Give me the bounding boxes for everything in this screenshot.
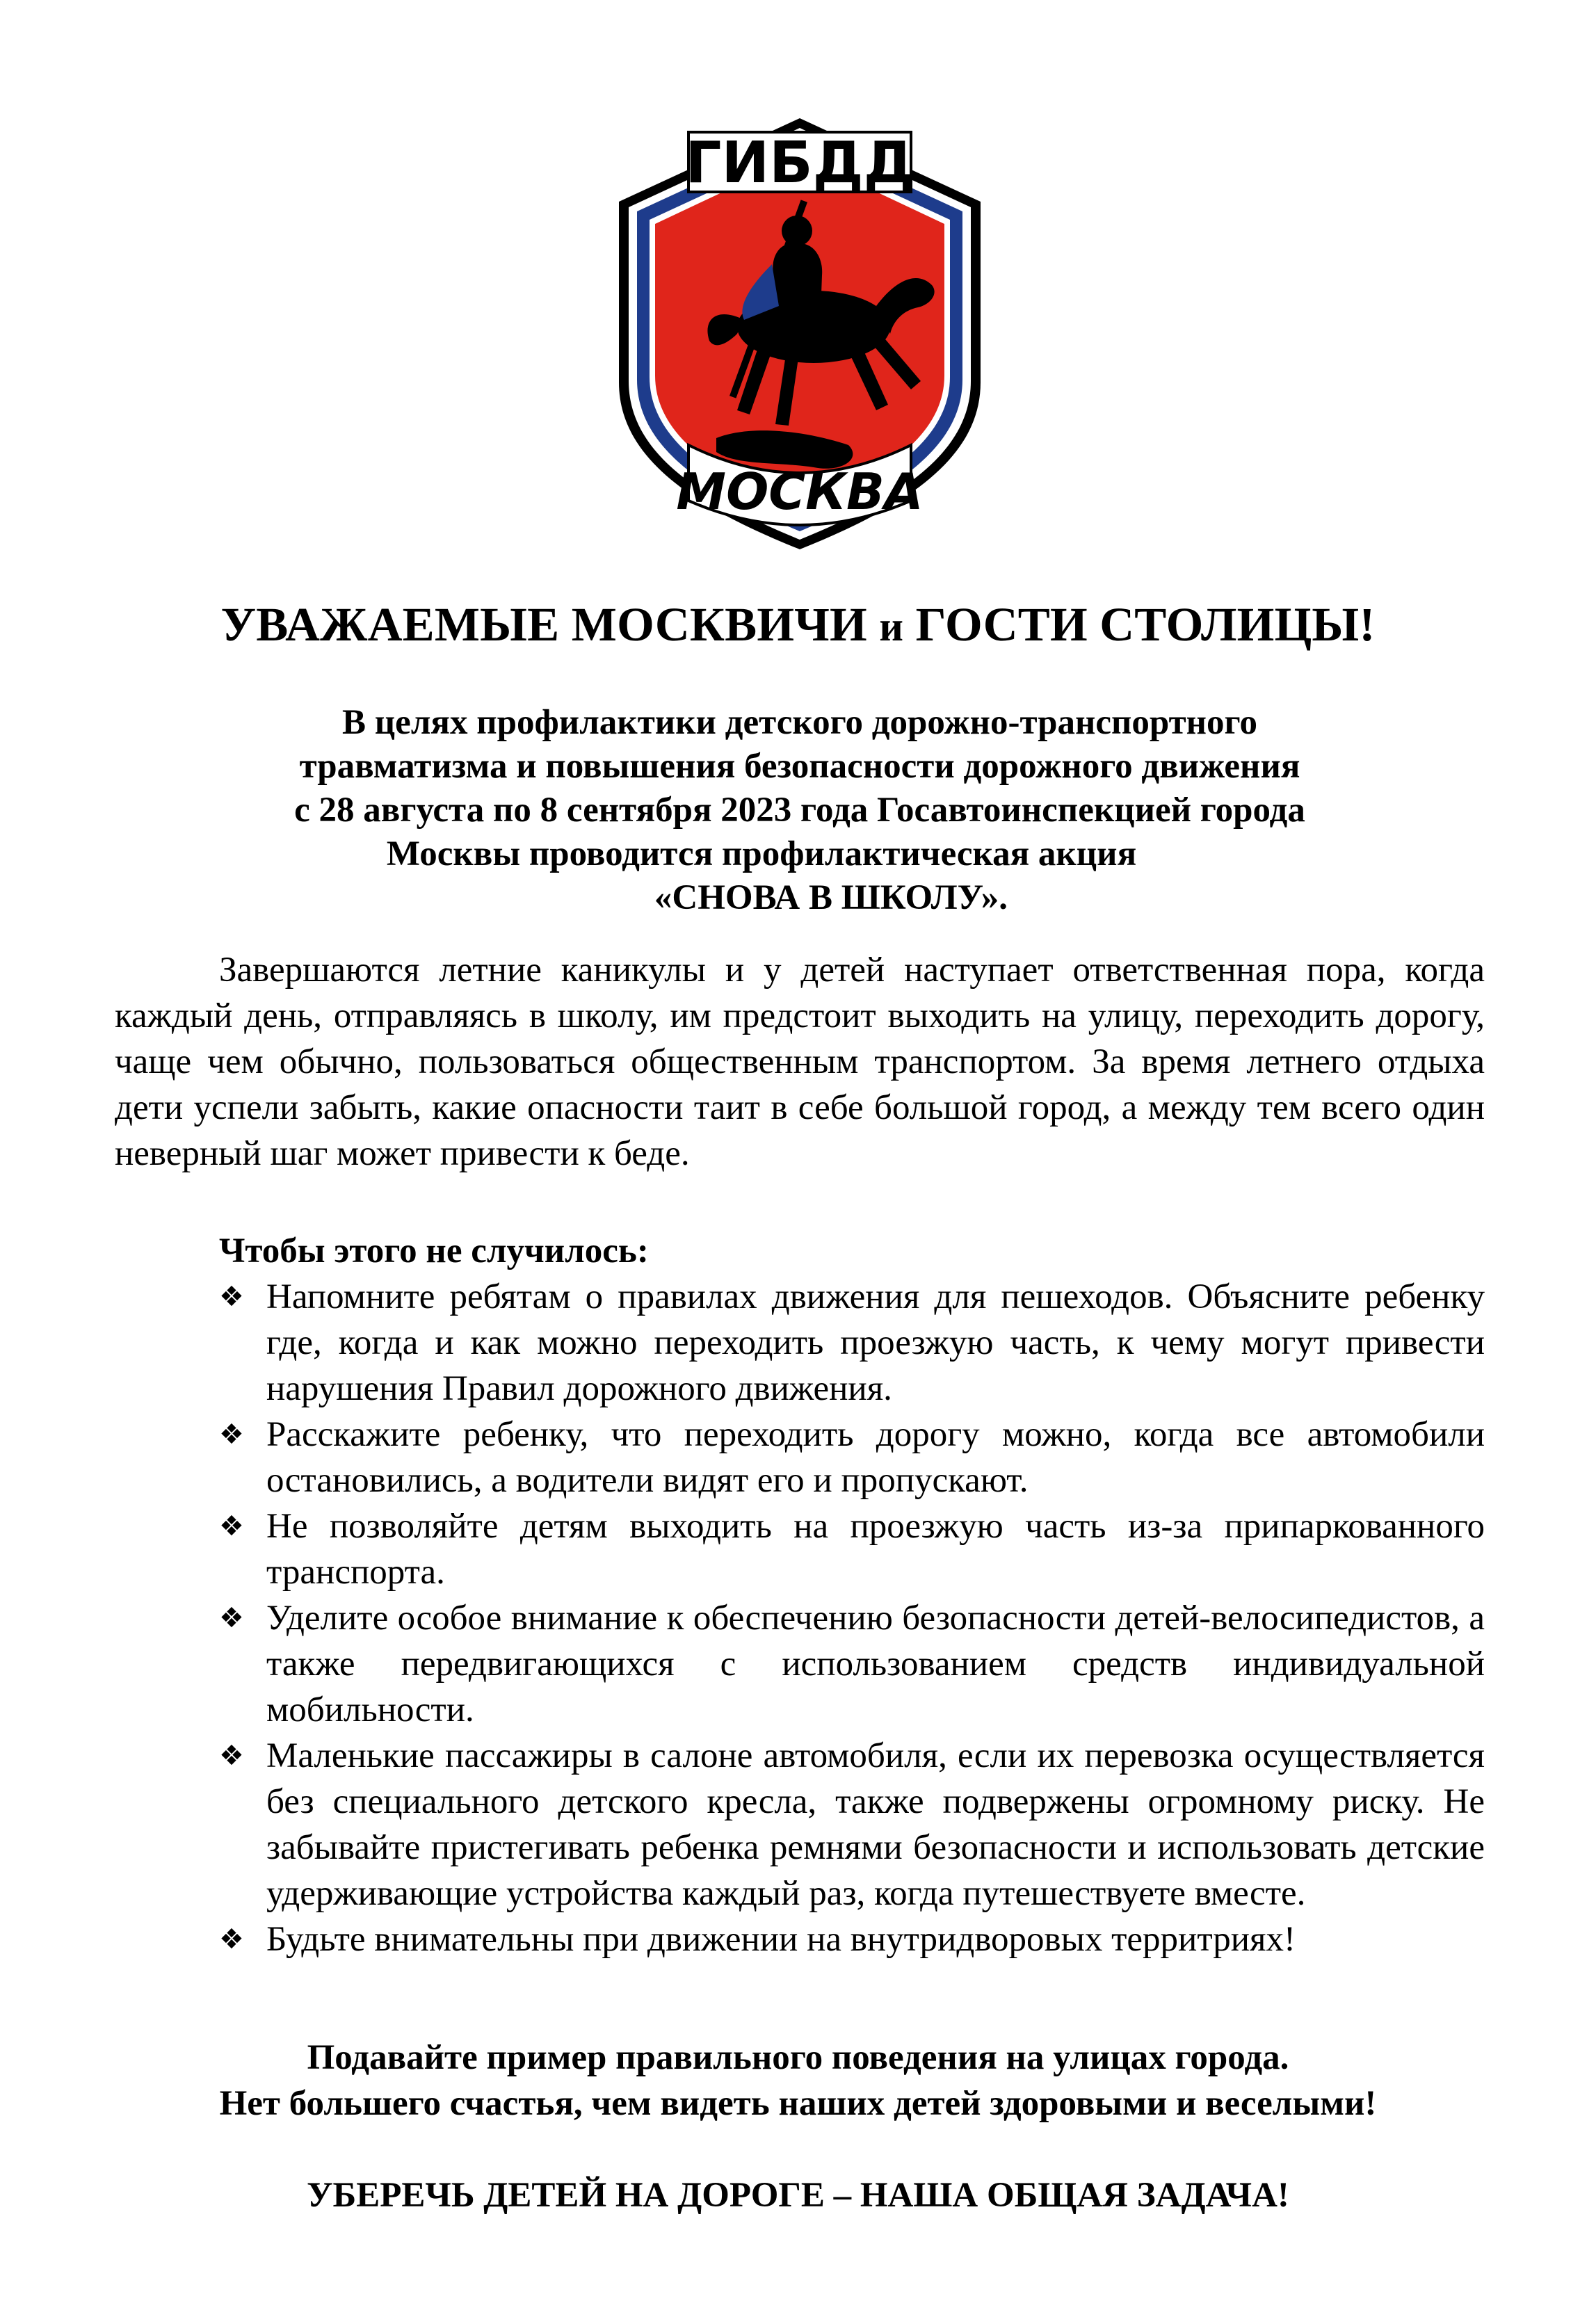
diamond-bullet-icon: ❖ (219, 1923, 244, 1955)
list-item-text: Уделите особое внимание к обеспечению безопасности детей-велосипедистов, а также передвигающихся с использованием средств индивидуальной мобильности. (266, 1599, 1485, 1729)
list-item-text: Маленькие пассажиры в салоне автомобиля, если их перевозка осуществляется без специального детского кресла, также подвержены огромному риску. Не забывайте пристегивать ребенка ремнями безопасности и использовать детские удерживающие устройства каждый раз, когда путешествуете вместе. (266, 1736, 1485, 1913)
intro-line: с 28 августа по 8 сентября 2023 года Госавтоинспекцией города (294, 791, 1305, 830)
list-item (219, 1733, 1485, 1916)
closing-block (104, 2035, 1492, 2126)
list-item (219, 1274, 1485, 1412)
list-item (219, 1595, 1485, 1733)
body-paragraph: Завершаются летние каникулы и у детей наступает ответственная пора, когда каждый день, отправляясь в школу, им предстоит выходить на улицу, переходить дорогу, чаще чем обычно, пользоваться общественным транспортом. За время летнего отдыха дети успели забыть, какие опасности таит в себе большой город, а между тем всего один неверный шаг может привести к беде. (115, 951, 1485, 1173)
diamond-bullet-icon: ❖ (219, 1602, 244, 1634)
list-item-text: Не позволяйте детям выходить на проезжую часть из-за припаркованного транспорта. (266, 1507, 1485, 1592)
closing-line-1: Подавайте пример правильного поведения на улицах города. (307, 2038, 1289, 2077)
list-item (219, 1412, 1485, 1503)
gibdd-moscow-logo (612, 111, 988, 556)
diamond-bullet-icon: ❖ (219, 1510, 244, 1542)
intro-line: Москвы проводится профилактическая акция (386, 834, 1137, 873)
list-item-text: Расскажите ребенку, что переходить дорогу можно, когда все автомобили остановились, а водители видят его и пропускают. (266, 1415, 1485, 1500)
diamond-bullet-icon: ❖ (219, 1740, 244, 1772)
advice-list (219, 1274, 1485, 1962)
shield-emblem-icon (612, 111, 988, 556)
logo-bottom-text: МОСКВА (676, 462, 924, 521)
list-item (219, 1916, 1485, 1962)
diamond-bullet-icon: ❖ (219, 1281, 244, 1313)
intro-line: травматизма и повышения безопасности дорожного движения (299, 747, 1300, 786)
motto: УБЕРЕЧЬ ДЕТЕЙ НА ДОРОГЕ – НАША ОБЩАЯ ЗАДАЧА! (307, 2176, 1289, 2215)
list-item-text: Будьте внимательны при движении на внутридворовых территриях! (266, 1920, 1296, 1959)
title-part-3: ГОСТИ СТОЛИЦЫ! (903, 598, 1376, 651)
list-item (219, 1503, 1485, 1595)
intro-line: В целях профилактики детского дорожно-транспортного (342, 703, 1257, 742)
logo-top-text: ГИБДД (685, 130, 914, 196)
list-item-text: Напомните ребятам о правилах движения для пешеходов. Объясните ребенку где, когда и как можно переходить проезжую часть, к чему могут привести нарушения Правил дорожного движения. (266, 1277, 1485, 1408)
intro-block (209, 701, 1391, 920)
closing-line-2: Нет большего счастья, чем видеть наших детей здоровыми и веселыми! (219, 2084, 1377, 2123)
page-title (104, 597, 1492, 654)
title-part-1: УВАЖАЕМЫЕ МОСКВИЧИ (220, 598, 880, 651)
list-lead: Чтобы этого не случилось: (219, 1232, 649, 1270)
title-part-2: и (879, 604, 904, 649)
diamond-bullet-icon: ❖ (219, 1419, 244, 1451)
intro-line-campaign: «СНОВА В ШКОЛУ». (654, 878, 1008, 917)
